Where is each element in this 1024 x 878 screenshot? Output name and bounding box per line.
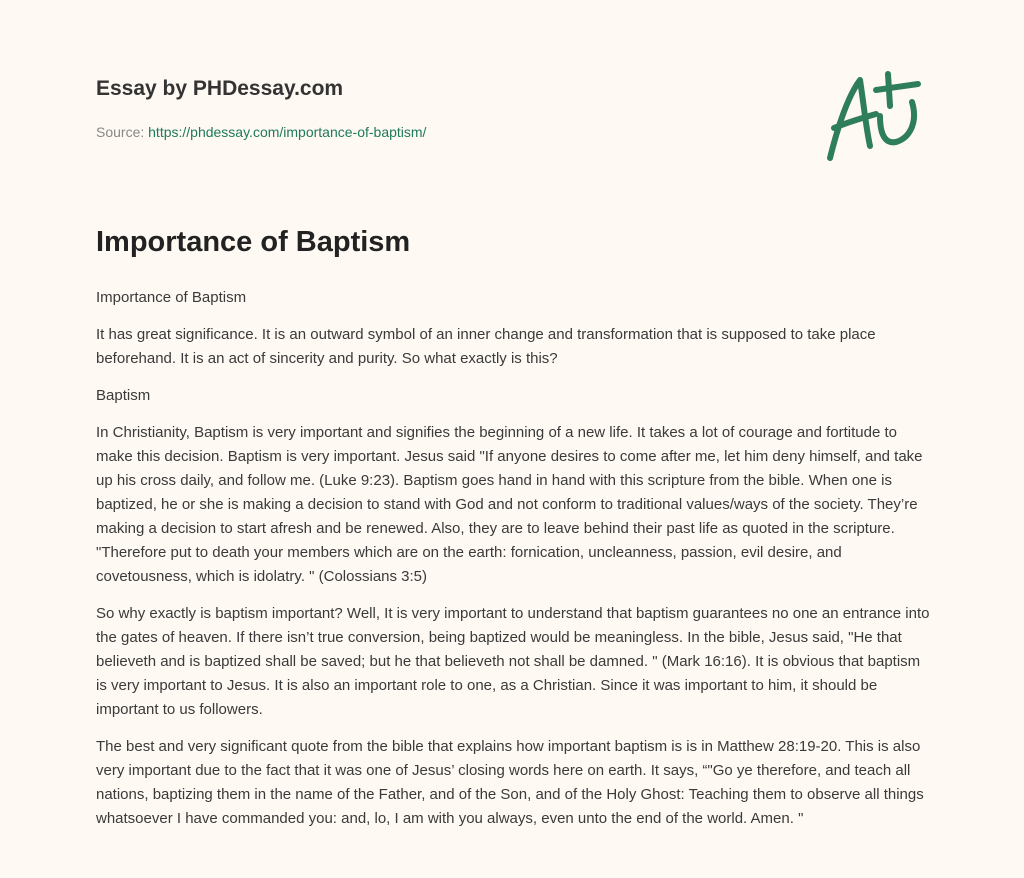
paragraph: In Christianity, Baptism is very important and signifies the beginning of a new life. It takes a lot of courage and fortitude to make this decision. Baptism is very important. Jesus said "If anyone desires to come after me, let him deny himself, and take up his cross daily, and follow me. (Luke 9:23). Baptism goes hand in hand with this scripture from the bible. When one is baptized, he or she is making a decision to stand with God and not conform to traditional values/ways of the society. They’re making a decision to start afresh and be renewed. Also, they are to leave behind their past life as quoted in the scripture. "Therefore put to death your members which are on the earth: fornication, uncleanness, passion, evil desire, and covetousness, which is idolatry. " (Colossians 3:5) [96, 424, 923, 585]
essay-body [96, 286, 932, 844]
essay-title: Importance of Baptism [96, 226, 411, 258]
paragraph: So why exactly is baptism important? Well, It is very important to understand that baptism guarantees no one an entrance into the gates of heaven. If there isn’t true conversion, being baptized would be meaningless. In the bible, Jesus said, "He that believeth and is baptized shall be saved; but he that believeth not shall be damned. " (Mark 16:16). It is obvious that baptism is very important to Jesus. It is also an important role to one, as a Christian. Since it was important to him, it should be important to us followers. [96, 605, 930, 718]
site-title: Essay by PHDessay.com [96, 77, 344, 100]
paragraph: It has great significance. It is an outward symbol of an inner change and transformation that is supposed to take place beforehand. It is an act of sincerity and purity. So what exactly is this? [96, 326, 876, 367]
source-label: Source: [96, 124, 145, 140]
source-link[interactable]: https://phdessay.com/importance-of-baptism/ [148, 124, 427, 140]
paragraph: Importance of Baptism [96, 289, 247, 306]
a-plus-logo-icon [818, 66, 928, 166]
source-line [96, 124, 426, 140]
paragraph: Baptism [96, 387, 151, 404]
paragraph: The best and very significant quote from the bible that explains how important baptism is is in Matthew 28:19-20. This is also very important due to the fact that it was one of Jesus’ closing words here on earth. It says, “"Go ye therefore, and teach all nations, baptizing them in the name of the Father, and of the Son, and of the Holy Ghost: Teaching them to observe all things whatsoever I have commanded you: and, lo, I am with you always, even unto the end of the world. Amen. " [96, 738, 924, 827]
